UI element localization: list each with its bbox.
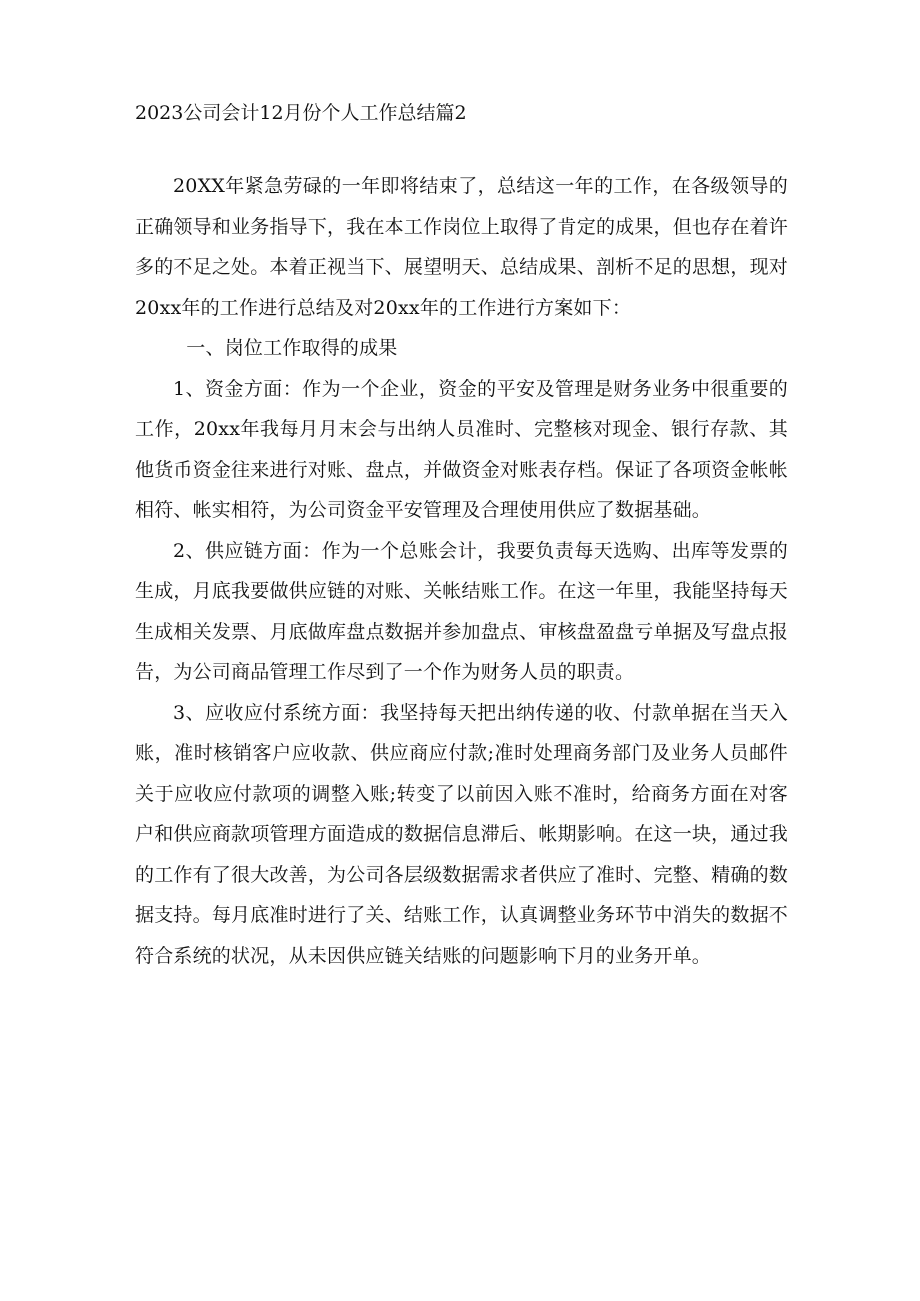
document-title: 2023公司会计12月份个人工作总结篇2 — [135, 102, 467, 124]
intro-paragraph: 20XX年紧急劳碌的一年即将结束了，总结这一年的工作，在各级领导的正确领导和业务指导下，我在本工作岗位上取得了肯定的成果，但也存在着许多的不足之处。本着正视当下、展望明天、总结成果、剖析不足的思想，现对20xx年的工作进行总结及对20xx年的工作进行方案如下： — [135, 175, 788, 319]
supply-chain-paragraph: 2、供应链方面：作为一个总账会计，我要负责每天选购、出库等发票的生成，月底我要做供应链的对账、关帐结账工作。在这一年里，我能坚持每天生成相关发票、月底做库盘点数据并参加盘点、审核盘盈盘亏单据及写盘点报告，为公司商品管理工作尽到了一个作为财务人员的职责。 — [135, 539, 788, 683]
document-body — [135, 166, 788, 976]
section-heading: 一、岗位工作取得的成果 — [186, 337, 398, 359]
receivables-payables-paragraph: 3、应收应付系统方面：我坚持每天把出纳传递的收、付款单据在当天入账，准时核销客户应收款、供应商应付款;准时处理商务部门及业务人员邮件关于应收应付款项的调整入账;转变了以前因入账不准时，给商务方面在对客户和供应商款项管理方面造成的数据信息滞后、帐期影响。在这一块，通过我的工作有了很大改善，为公司各层级数据需求者供应了准时、完整、精确的数据支持。每月底准时进行了关、结账工作，认真调整业务环节中消失的数据不符合系统的状况，从未因供应链关结账的问题影响下月的业务开单。 — [135, 701, 788, 967]
funds-paragraph: 1、资金方面：作为一个企业，资金的平安及管理是财务业务中很重要的工作，20xx年我每月月末会与出纳人员准时、完整核对现金、银行存款、其他货币资金往来进行对账、盘点，并做资金对账表存档。保证了各项资金帐帐相符、帐实相符，为公司资金平安管理及合理使用供应了数据基础。 — [135, 377, 788, 521]
